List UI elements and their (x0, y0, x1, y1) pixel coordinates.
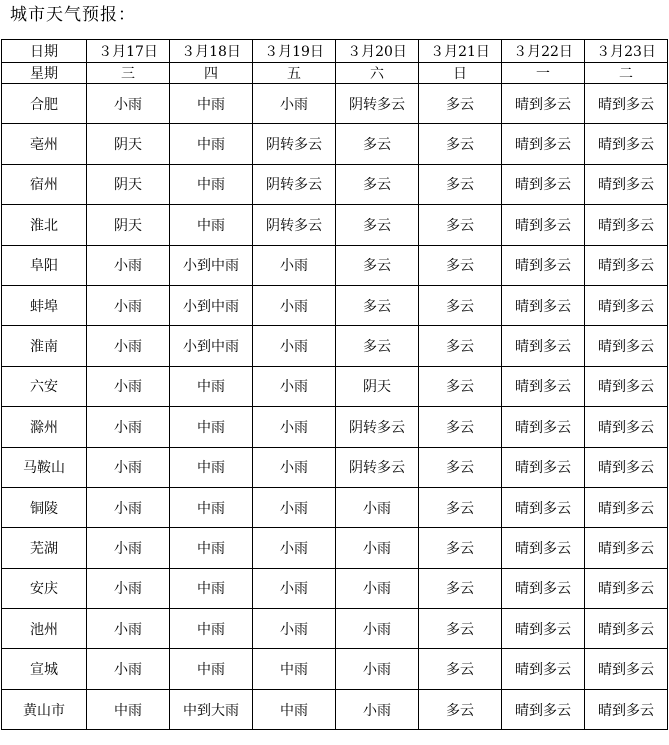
table-row (2, 487, 668, 527)
date-header-cell: ３月21日 (419, 40, 502, 63)
forecast-cell: 阴转多云 (336, 447, 419, 487)
weekday-header-label: 星期 (2, 63, 87, 84)
forecast-cell: 小雨 (87, 84, 170, 124)
forecast-cell: 晴到多云 (585, 609, 668, 649)
forecast-cell: 小雨 (336, 487, 419, 527)
forecast-cell: 多云 (336, 245, 419, 285)
date-header-row (2, 40, 668, 63)
table-row (2, 285, 668, 325)
forecast-cell: 小雨 (87, 285, 170, 325)
forecast-cell: 晴到多云 (585, 528, 668, 568)
weekday-header-cell: 一 (502, 63, 585, 84)
forecast-cell: 多云 (419, 487, 502, 527)
forecast-cell: 小雨 (87, 528, 170, 568)
city-name-cell: 安庆 (2, 568, 87, 608)
forecast-cell: 晴到多云 (502, 326, 585, 366)
forecast-cell: 小到中雨 (170, 326, 253, 366)
forecast-cell: 小雨 (336, 689, 419, 729)
forecast-cell: 中雨 (170, 124, 253, 164)
forecast-cell: 阴天 (87, 164, 170, 204)
forecast-cell: 晴到多云 (502, 285, 585, 325)
forecast-cell: 中雨 (170, 649, 253, 689)
forecast-cell: 多云 (419, 447, 502, 487)
city-name-cell: 合肥 (2, 84, 87, 124)
forecast-cell: 晴到多云 (585, 245, 668, 285)
forecast-cell: 小雨 (87, 326, 170, 366)
forecast-cell: 晴到多云 (502, 205, 585, 245)
date-header-cell: ３月17日 (87, 40, 170, 63)
forecast-cell: 中雨 (170, 205, 253, 245)
forecast-cell: 小雨 (253, 84, 336, 124)
forecast-cell: 阴天 (87, 124, 170, 164)
forecast-cell: 多云 (336, 285, 419, 325)
forecast-cell: 小到中雨 (170, 245, 253, 285)
weekday-header-cell: 五 (253, 63, 336, 84)
forecast-cell: 中雨 (253, 689, 336, 729)
table-row (2, 84, 668, 124)
forecast-cell: 中雨 (170, 366, 253, 406)
forecast-cell: 小雨 (87, 649, 170, 689)
date-header-cell: ３月23日 (585, 40, 668, 63)
city-name-cell: 淮北 (2, 205, 87, 245)
forecast-cell: 多云 (419, 366, 502, 406)
forecast-cell: 阴天 (87, 205, 170, 245)
table-row (2, 205, 668, 245)
forecast-cell: 多云 (419, 164, 502, 204)
city-name-cell: 马鞍山 (2, 447, 87, 487)
weekday-header-cell: 六 (336, 63, 419, 84)
forecast-cell: 中雨 (170, 407, 253, 447)
weekday-header-cell: 三 (87, 63, 170, 84)
table-row (2, 366, 668, 406)
table-row (2, 528, 668, 568)
city-name-cell: 六安 (2, 366, 87, 406)
table-row (2, 326, 668, 366)
forecast-cell: 多云 (336, 124, 419, 164)
forecast-cell: 多云 (336, 164, 419, 204)
forecast-cell: 晴到多云 (585, 164, 668, 204)
forecast-cell: 晴到多云 (585, 649, 668, 689)
forecast-cell: 多云 (419, 649, 502, 689)
forecast-cell: 晴到多云 (585, 366, 668, 406)
city-name-cell: 淮南 (2, 326, 87, 366)
forecast-cell: 中雨 (170, 528, 253, 568)
date-header-cell: ３月20日 (336, 40, 419, 63)
forecast-cell: 中雨 (170, 447, 253, 487)
city-name-cell: 宿州 (2, 164, 87, 204)
forecast-cell: 晴到多云 (502, 528, 585, 568)
forecast-cell: 中雨 (170, 568, 253, 608)
table-row (2, 447, 668, 487)
city-name-cell: 阜阳 (2, 245, 87, 285)
forecast-cell: 小雨 (253, 609, 336, 649)
city-name-cell: 黄山市 (2, 689, 87, 729)
date-header-cell: ３月19日 (253, 40, 336, 63)
forecast-cell: 多云 (336, 205, 419, 245)
forecast-cell: 小雨 (253, 407, 336, 447)
weather-forecast-table (1, 39, 668, 730)
forecast-cell: 晴到多云 (585, 447, 668, 487)
forecast-cell: 多云 (336, 326, 419, 366)
table-row (2, 245, 668, 285)
city-name-cell: 宣城 (2, 649, 87, 689)
forecast-cell: 小雨 (336, 649, 419, 689)
forecast-cell: 阴转多云 (253, 124, 336, 164)
forecast-cell: 小雨 (87, 487, 170, 527)
forecast-cell: 小雨 (253, 366, 336, 406)
forecast-table-body (2, 40, 668, 730)
forecast-cell: 晴到多云 (502, 689, 585, 729)
weekday-header-row (2, 63, 668, 84)
forecast-cell: 晴到多云 (502, 649, 585, 689)
forecast-cell: 晴到多云 (502, 447, 585, 487)
forecast-cell: 小雨 (87, 245, 170, 285)
forecast-cell: 小雨 (253, 245, 336, 285)
forecast-cell: 小雨 (336, 528, 419, 568)
forecast-cell: 多云 (419, 407, 502, 447)
forecast-cell: 多云 (419, 84, 502, 124)
forecast-cell: 阴天 (336, 366, 419, 406)
table-row (2, 407, 668, 447)
city-name-cell: 蚌埠 (2, 285, 87, 325)
forecast-cell: 晴到多云 (585, 407, 668, 447)
city-name-cell: 芜湖 (2, 528, 87, 568)
forecast-cell: 晴到多云 (585, 487, 668, 527)
forecast-cell: 晴到多云 (502, 366, 585, 406)
forecast-cell: 晴到多云 (585, 568, 668, 608)
forecast-cell: 中到大雨 (170, 689, 253, 729)
forecast-cell: 中雨 (170, 84, 253, 124)
forecast-cell: 多云 (419, 285, 502, 325)
forecast-cell: 多云 (419, 689, 502, 729)
city-name-cell: 池州 (2, 609, 87, 649)
forecast-cell: 小雨 (253, 285, 336, 325)
table-row (2, 649, 668, 689)
city-name-cell: 滁州 (2, 407, 87, 447)
forecast-cell: 小雨 (253, 568, 336, 608)
forecast-cell: 阴转多云 (336, 84, 419, 124)
forecast-cell: 多云 (419, 124, 502, 164)
forecast-cell: 晴到多云 (502, 568, 585, 608)
forecast-cell: 中雨 (170, 164, 253, 204)
forecast-cell: 晴到多云 (502, 245, 585, 285)
forecast-cell: 晴到多云 (502, 84, 585, 124)
forecast-cell: 阴转多云 (336, 407, 419, 447)
forecast-cell: 晴到多云 (502, 407, 585, 447)
forecast-cell: 小雨 (87, 447, 170, 487)
weekday-header-cell: 四 (170, 63, 253, 84)
forecast-cell: 中雨 (253, 649, 336, 689)
forecast-cell: 多云 (419, 245, 502, 285)
forecast-cell: 晴到多云 (585, 285, 668, 325)
date-header-cell: ３月22日 (502, 40, 585, 63)
forecast-cell: 小雨 (253, 326, 336, 366)
forecast-cell: 小雨 (87, 609, 170, 649)
forecast-cell: 小雨 (253, 487, 336, 527)
forecast-cell: 小雨 (87, 366, 170, 406)
forecast-cell: 中雨 (87, 689, 170, 729)
forecast-cell: 晴到多云 (585, 124, 668, 164)
forecast-cell: 晴到多云 (502, 124, 585, 164)
weekday-header-cell: 日 (419, 63, 502, 84)
forecast-cell: 晴到多云 (585, 326, 668, 366)
table-row (2, 568, 668, 608)
date-header-label: 日期 (2, 40, 87, 63)
forecast-cell: 中雨 (170, 609, 253, 649)
forecast-cell: 晴到多云 (585, 84, 668, 124)
forecast-cell: 小雨 (253, 447, 336, 487)
forecast-cell: 阴转多云 (253, 164, 336, 204)
table-row (2, 689, 668, 729)
forecast-cell: 小雨 (87, 568, 170, 608)
date-header-cell: ３月18日 (170, 40, 253, 63)
forecast-cell: 多云 (419, 568, 502, 608)
forecast-cell: 阴转多云 (253, 205, 336, 245)
forecast-cell: 多云 (419, 205, 502, 245)
city-name-cell: 亳州 (2, 124, 87, 164)
forecast-cell: 晴到多云 (502, 609, 585, 649)
forecast-cell: 晴到多云 (502, 164, 585, 204)
forecast-cell: 小雨 (336, 568, 419, 608)
weekday-header-cell: 二 (585, 63, 668, 84)
table-row (2, 164, 668, 204)
page-title: 城市天气预报： (10, 5, 136, 25)
table-row (2, 609, 668, 649)
forecast-cell: 小雨 (87, 407, 170, 447)
forecast-cell: 多云 (419, 609, 502, 649)
forecast-cell: 多云 (419, 326, 502, 366)
forecast-cell: 晴到多云 (585, 689, 668, 729)
table-row (2, 124, 668, 164)
city-name-cell: 铜陵 (2, 487, 87, 527)
forecast-cell: 多云 (419, 528, 502, 568)
forecast-cell: 晴到多云 (585, 205, 668, 245)
forecast-cell: 小到中雨 (170, 285, 253, 325)
forecast-cell: 小雨 (253, 528, 336, 568)
forecast-cell: 中雨 (170, 487, 253, 527)
forecast-cell: 小雨 (336, 609, 419, 649)
forecast-cell: 晴到多云 (502, 487, 585, 527)
